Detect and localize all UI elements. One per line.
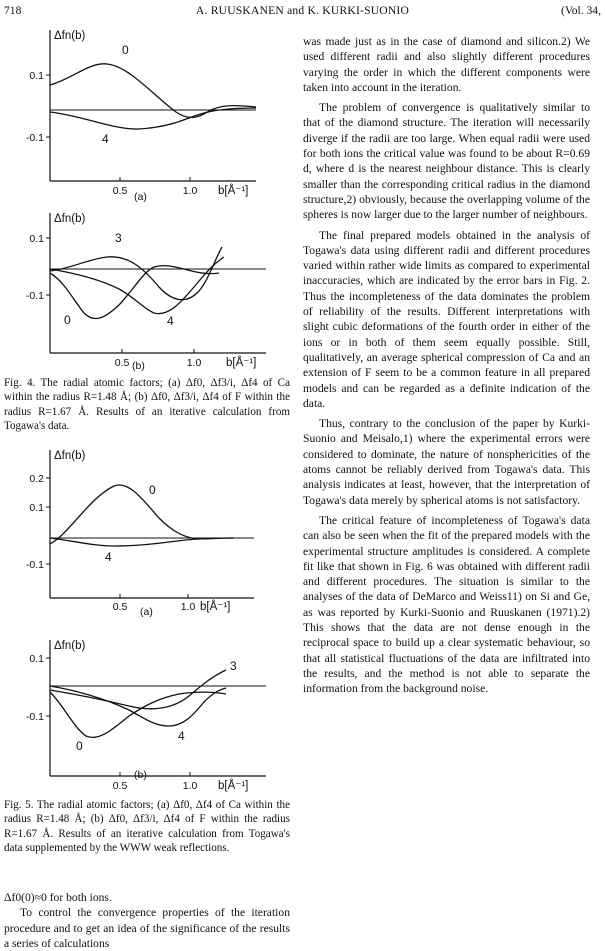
curve-4 <box>50 538 234 546</box>
y-tick-label: 0.1 <box>29 233 44 245</box>
x-tick-label: 0.5 <box>112 185 128 197</box>
y-tick-label: -0.1 <box>25 711 44 723</box>
running-title: A. RUUSKANEN and K. KURKI-SUONIO <box>195 4 410 17</box>
x-tick-label: 0.5 <box>114 357 130 369</box>
figure-5a <box>4 446 290 618</box>
curve-label-4: 4 <box>167 314 174 328</box>
y-tick-label: 0.1 <box>29 653 44 665</box>
volume-label: (Vol. 34, <box>560 4 601 17</box>
panel-label: (b) <box>132 360 145 372</box>
right-column-text <box>303 34 590 701</box>
curve-label-0: 0 <box>122 43 129 57</box>
figure-5b <box>4 636 290 794</box>
curve-label-0: 0 <box>76 739 83 753</box>
paragraph: Thus, contrary to the conclusion of the paper by Kurki-Suonio and Meisalo,1) where the experimental errors were considered to dominate, the nature of nonsphericities of the atoms cannot be reliably derived from Togawa's data. This analysis indicates at least, however, that the interpretation of Togawa's data merely by spherical atoms is not satisfactory. <box>303 417 590 507</box>
page-number: 718 <box>4 4 22 17</box>
y-tick-label: 0.1 <box>29 70 44 82</box>
figure-4a <box>4 26 290 202</box>
curve-label-3: 3 <box>115 231 122 245</box>
paragraph: The final prepared models obtained in the analysis of Togawa's data using different radii and different procedures varied within rather wide limits as compared to experimental inaccuracies, which are indicated by the error bars in Fig. 2. Thus the incompleteness of the data dominates the problem of reliability of the results. Different interpretations with slight cubic deformations of the fourth order in either of the ions or in both of them seem equally possible. Still, qualitatively, an average spherical compression of Ca and an extension of F seem to be a common feature in all prepared models and can be regarded as a definite indication of the data. <box>303 228 590 410</box>
panel-label: (a) <box>140 606 153 618</box>
x-tick-label: 1.0 <box>180 601 196 613</box>
x-tick-label: 0.5 <box>112 601 128 613</box>
x-axis-label: b[Å⁻¹] <box>218 185 249 197</box>
y-tick-label: 0.2 <box>29 473 44 485</box>
curve-label-4: 4 <box>105 550 112 564</box>
y-axis-label: Δfn(b) <box>54 450 86 462</box>
panel-label: (b) <box>134 769 147 781</box>
x-tick-label: 1.0 <box>186 357 202 369</box>
panel-label: (a) <box>134 191 147 203</box>
curve-0 <box>50 485 234 544</box>
curve-label-3: 3 <box>230 659 237 673</box>
x-tick-label: 1.0 <box>182 185 198 197</box>
curve-label-0: 0 <box>64 313 71 327</box>
y-tick-label: -0.1 <box>25 132 44 144</box>
curve-label-0: 0 <box>149 483 156 497</box>
y-tick-label: -0.1 <box>25 559 44 571</box>
y-tick-label: -0.1 <box>25 290 44 302</box>
page-header <box>4 4 601 22</box>
figure-4b <box>4 209 290 372</box>
figure-5-caption: Fig. 5. The radial atomic factors; (a) Δf0, Δf4 of Ca within the radius R=1.48 Å; (b) Δf0, Δf3/i, Δf4 of F within the radius R=1.67 Å. Results of an iterative calculation from Togawa's data supplemented by the WWW weak reflections. <box>4 799 290 855</box>
y-axis-label: Δfn(b) <box>54 640 86 652</box>
paragraph: The problem of convergence is qualitatively similar to that of the diamond structure. The iteration will necessarily diverge if the radii are too large. When equal radii were used for both ions the critical value was found to be about R=0.69 d, where d is the nearest neighbour distance. This is clearly smaller than the corresponding critical radius in the diamond structure,2) obviously, because the overlapping volume of the spheres is now larger due to the larger number of neighbours. <box>303 101 590 222</box>
y-tick-label: 0.1 <box>29 502 44 514</box>
x-tick-label: 0.5 <box>112 780 128 792</box>
text-line: Δf0(0)≈0 for both ions. <box>4 891 112 904</box>
paragraph: The critical feature of incompleteness of Togawa's data can also be seen when the fit of the prepared models with the experimental structure amplitudes is considered. A complete fit like that shown in Fig. 6 was obtained with different radii and different procedures. The situation is similar to the analyses of the data of DeMarco and Weiss11) on Si and Ge, as was reported by Kurki-Suonio and Ruuskanen (1971).2) This shows that the data are not dense enough in the reciprocal space to build up a clear systematic behaviour, so that all statistical fluctuations of the data are infiltrated into the results, and the method is not able to separate the information from the background noise. <box>303 513 590 696</box>
paragraph: To control the convergence properties of the iteration procedure and to get an idea of the significance of the results a series of calculations <box>4 906 290 950</box>
x-tick-label: 1.0 <box>182 780 198 792</box>
left-column-text <box>4 890 290 951</box>
y-axis-label: Δfn(b) <box>54 213 86 225</box>
paragraph: was made just as in the case of diamond and silicon.2) We used different radii and also slightly different procedures varying the order in which the different components were taken into account in the iteration. <box>303 35 590 94</box>
curve-3 <box>50 670 226 709</box>
x-axis-label: b[Å⁻¹] <box>218 780 249 792</box>
y-axis-label: Δfn(b) <box>54 30 86 42</box>
curve-label-4: 4 <box>178 729 185 743</box>
curve-3 <box>50 247 222 300</box>
curve-label-4: 4 <box>102 132 109 146</box>
figure-4-caption: Fig. 4. The radial atomic factors; (a) Δf0, Δf3/i, Δf4 of Ca within the radius R=1.48 Å; (b) Δf0, Δf3/i, Δf4 of F within the radius R=1.67 Å. Results of an iterative calculation from Togawa's data. <box>4 377 290 433</box>
curve-4 <box>50 108 256 129</box>
x-axis-label: b[Å⁻¹] <box>226 357 257 369</box>
x-axis-label: b[Å⁻¹] <box>200 601 231 613</box>
